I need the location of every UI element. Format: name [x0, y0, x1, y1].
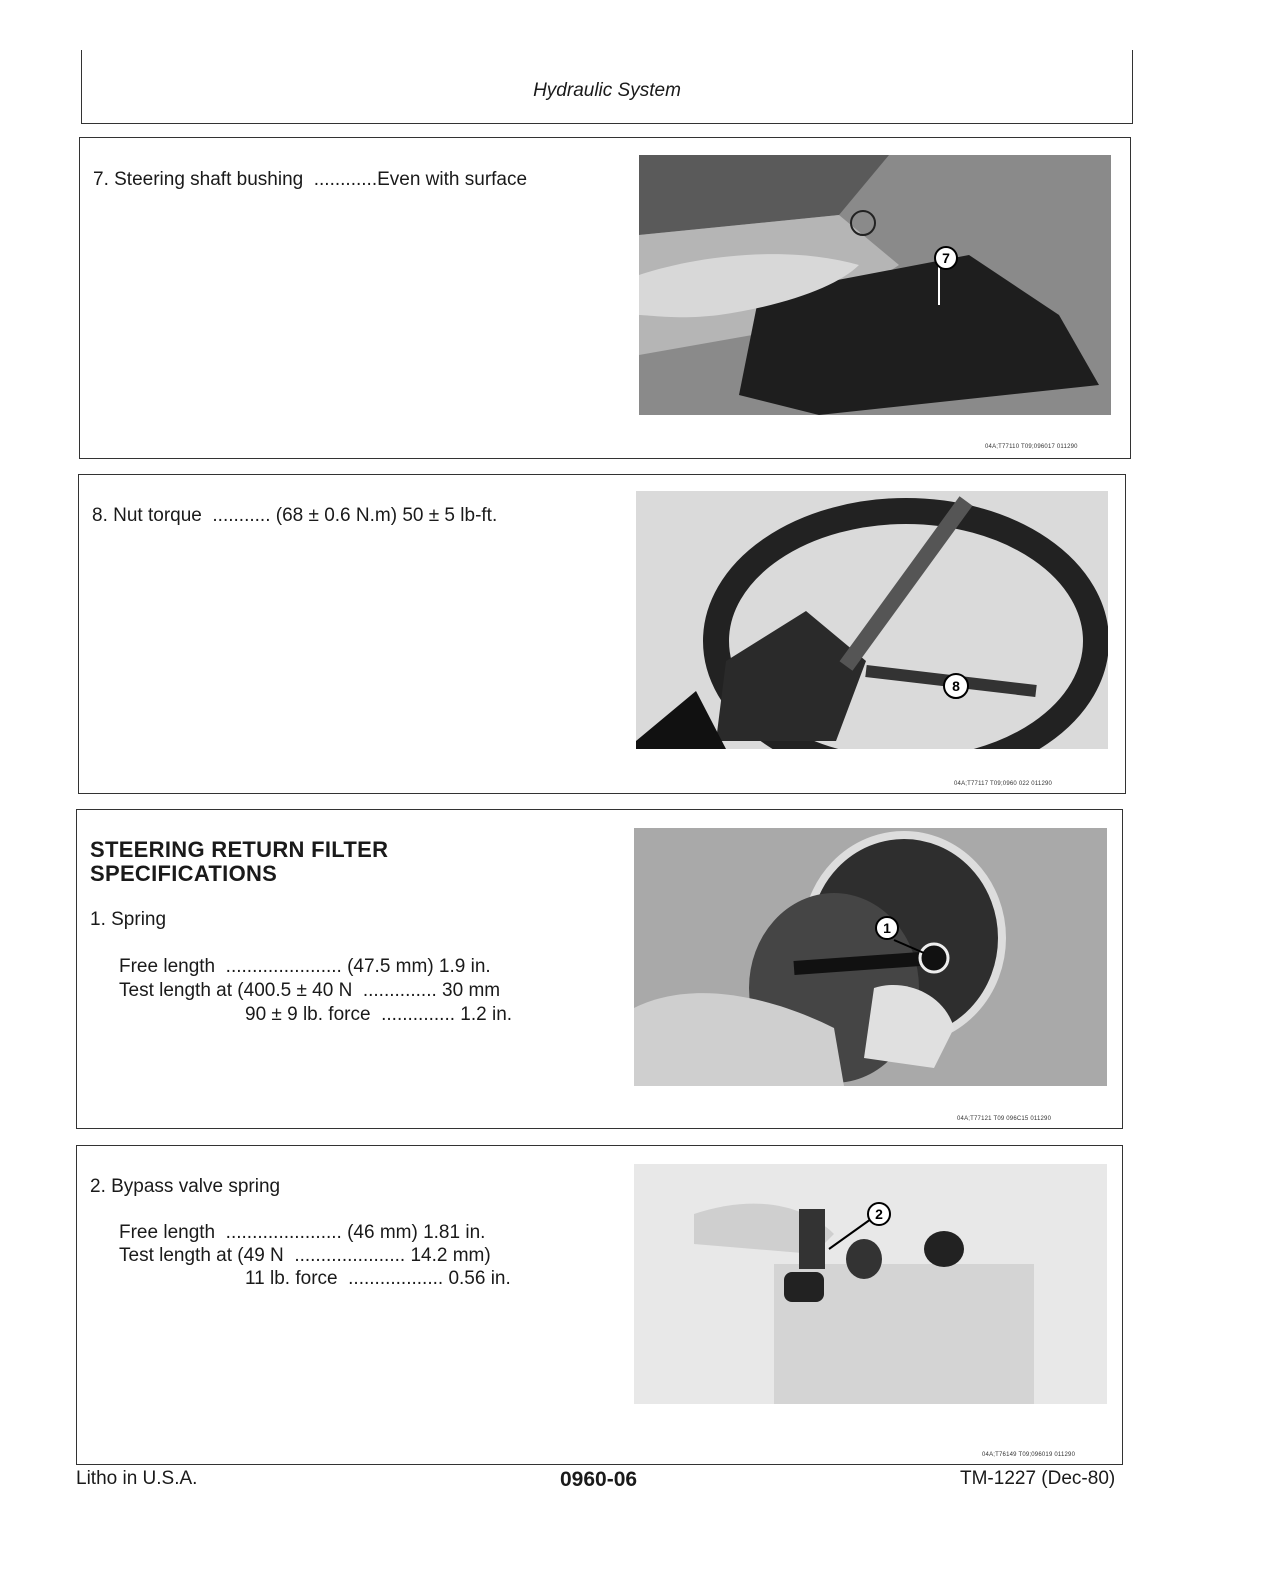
spec-item: 2. Bypass valve spring [90, 1176, 281, 1197]
spec-panel-steering-shaft-bushing [79, 137, 1131, 459]
footer-manual-id: TM-1227 (Dec-80) [960, 1468, 1116, 1489]
footer-litho: Litho in U.S.A. [76, 1468, 198, 1489]
photo-caption: 04A;T77121 T09 096C15 011290 [957, 1116, 1052, 1122]
photo-caption: 04A;T77110 T09;096017 011290 [985, 444, 1078, 450]
callout-2-label: 2 [875, 1206, 883, 1222]
heading-line-1: STEERING RETURN FILTER [90, 837, 389, 862]
spec-row: Test length at (400.5 ± 40 N .............. 30 mm [119, 980, 501, 1001]
photo-return-filter-spring [634, 828, 1107, 1086]
spec-row: 90 ± 9 lb. force .............. 1.2 in. [245, 1004, 513, 1025]
spec-item: 1. Spring [90, 909, 167, 930]
spec-line: 8. Nut torque ........... (68 ± 0.6 N.m) 50 ± 5 lb-ft. [92, 505, 498, 526]
photo-steering-wheel-nut [636, 491, 1108, 749]
heading-line-2: SPECIFICATIONS [90, 861, 278, 886]
spec-line: 7. Steering shaft bushing ............Even with surface [93, 169, 528, 190]
page-number: 0960-06 [560, 1468, 638, 1491]
spec-panel-nut-torque [78, 474, 1126, 794]
photo-steering-shaft-bushing [639, 155, 1111, 415]
spec-panel-bypass-valve [76, 1145, 1123, 1465]
photo-caption: 04A;T76149 T09;096019 011290 [982, 1452, 1076, 1458]
section-heading [90, 838, 388, 886]
callout-7-label: 7 [942, 250, 950, 266]
spec-row: Free length ...................... (46 mm) 1.81 in. [119, 1222, 486, 1243]
photo-caption: 04A;T77117 T09;0960 022 011290 [954, 781, 1053, 787]
callout-1-label: 1 [883, 920, 891, 936]
spec-panel-return-filter [76, 809, 1123, 1129]
page-header [81, 50, 1133, 124]
callout-8-label: 8 [952, 678, 960, 694]
photo-bypass-valve-spring [634, 1164, 1107, 1404]
section-title: Hydraulic System [533, 80, 681, 101]
spec-row: Free length ...................... (47.5 mm) 1.9 in. [119, 956, 491, 977]
callout-8 [944, 674, 968, 698]
spec-row: 11 lb. force .................. 0.56 in. [245, 1268, 511, 1289]
spec-row: Test length at (49 N ..................... 14.2 mm) [119, 1245, 491, 1266]
